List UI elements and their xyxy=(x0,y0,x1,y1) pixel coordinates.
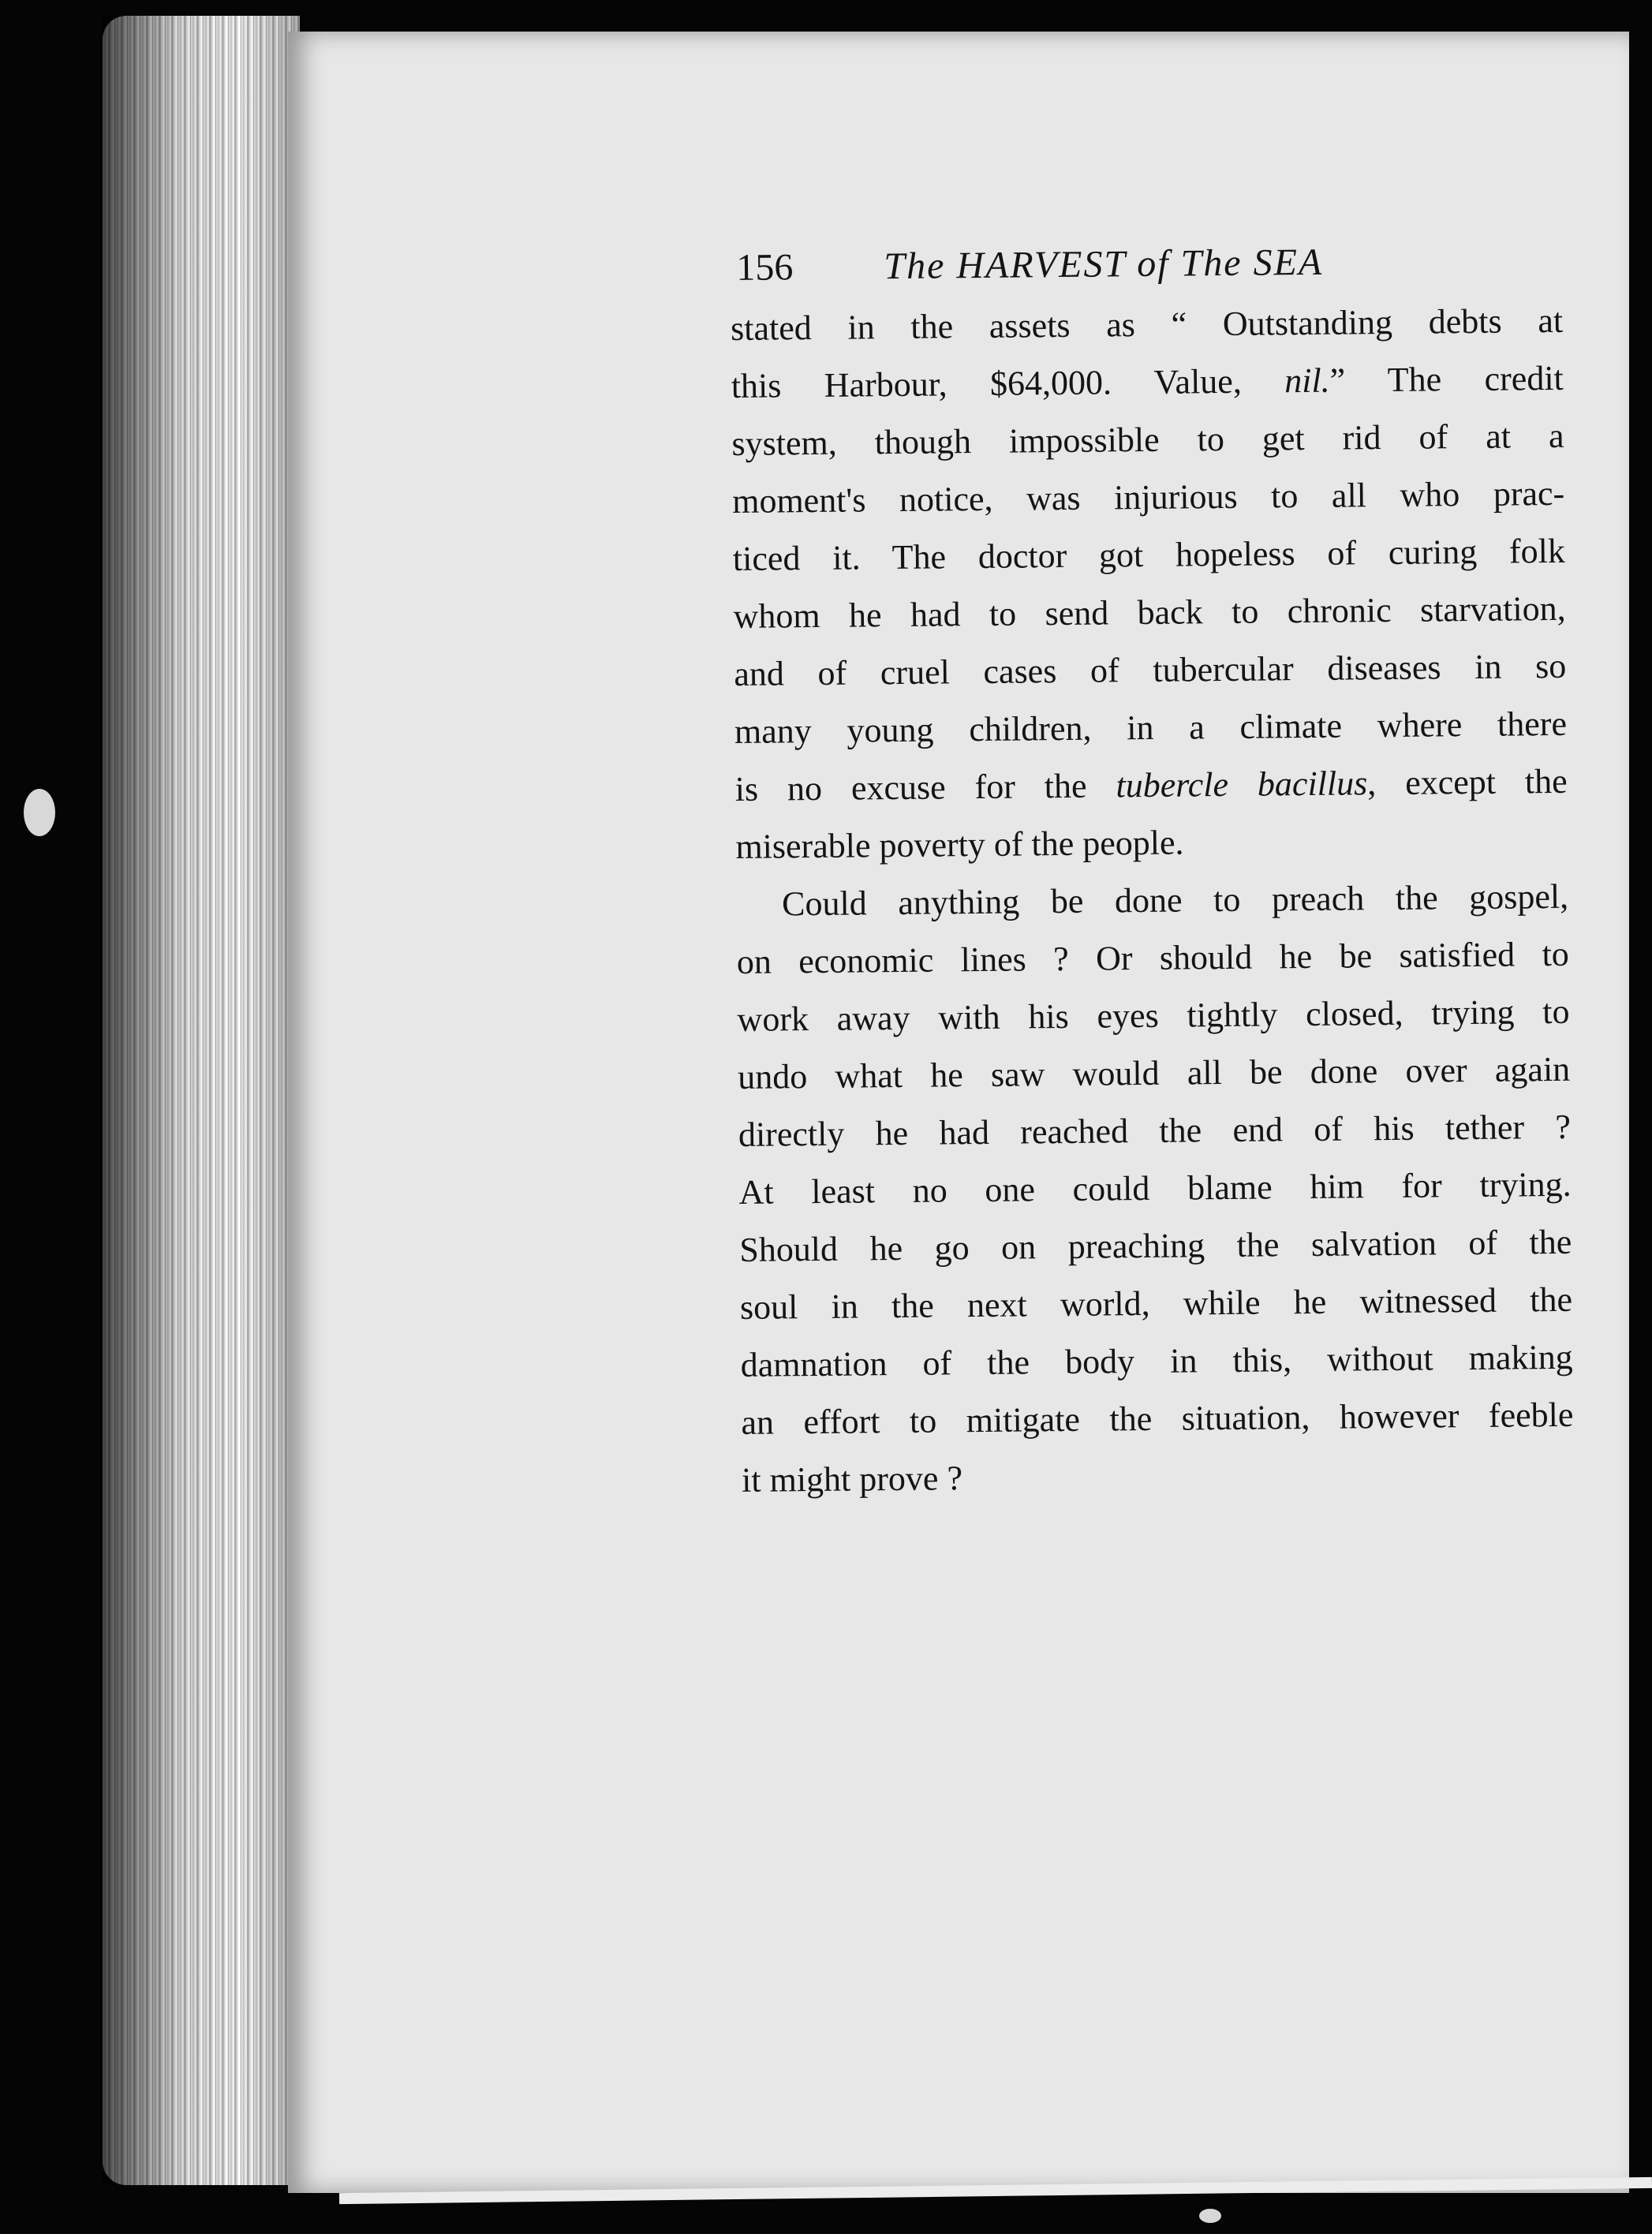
text-line: on economic lines ? Or should he be satisfied to xyxy=(736,934,1570,981)
text-line: damnation of the body in this, without making xyxy=(740,1337,1573,1384)
book-page-edges xyxy=(103,16,300,2185)
dust-speck xyxy=(1199,2209,1221,2223)
paragraph-1 xyxy=(731,291,1604,876)
text-line-with-italic: this Harbour, $64,000. Value, nil.” The credit xyxy=(731,358,1564,405)
text-line: moment's notice, was injurious to all who prac- xyxy=(731,473,1565,521)
text-line: and of cruel cases of tubercular diseases in so xyxy=(734,646,1567,693)
page-text-block xyxy=(730,228,1609,1508)
text-line: ticed it. The doctor got hopeless of curing folk xyxy=(732,531,1566,578)
text-line: an effort to mitigate the situation, however feeble xyxy=(741,1395,1574,1442)
text-line: soul in the next world, while he witnessed the xyxy=(739,1280,1573,1327)
italic-phrase: tubercle bacillus xyxy=(1116,764,1368,805)
text-line: many young children, in a climate where there xyxy=(734,704,1568,751)
text-line: directly he had reached the end of his tether ? xyxy=(738,1107,1572,1154)
running-head xyxy=(730,228,1598,300)
text-line: At least no one could blame him for trying. xyxy=(738,1164,1572,1212)
text-line: work away with his eyes tightly closed, trying to xyxy=(737,992,1570,1039)
text-line: miserable poverty of the people. xyxy=(735,823,1184,866)
text-line: stated in the assets as “ Outstanding debts at xyxy=(730,301,1564,348)
paragraph-2 xyxy=(736,867,1610,1509)
running-title: The HARVEST of The SEA xyxy=(884,241,1324,288)
text-line: Could anything be done to preach the gospel, xyxy=(781,876,1569,924)
italic-phrase: nil. xyxy=(1284,361,1330,401)
text-line: system, though impossible to get rid of at a xyxy=(731,416,1564,463)
page-number: 156 xyxy=(736,246,794,289)
text-line: it might prove ? xyxy=(741,1459,963,1500)
dust-speck xyxy=(24,789,55,836)
text-line-with-italic: is no excuse for the tubercle bacillus, except the xyxy=(734,761,1568,809)
text-line: undo what he saw would all be done over again xyxy=(737,1049,1571,1096)
text-line: whom he had to send back to chronic starvation, xyxy=(733,588,1566,636)
text-line: Should he go on preaching the salvation of the xyxy=(739,1222,1572,1269)
